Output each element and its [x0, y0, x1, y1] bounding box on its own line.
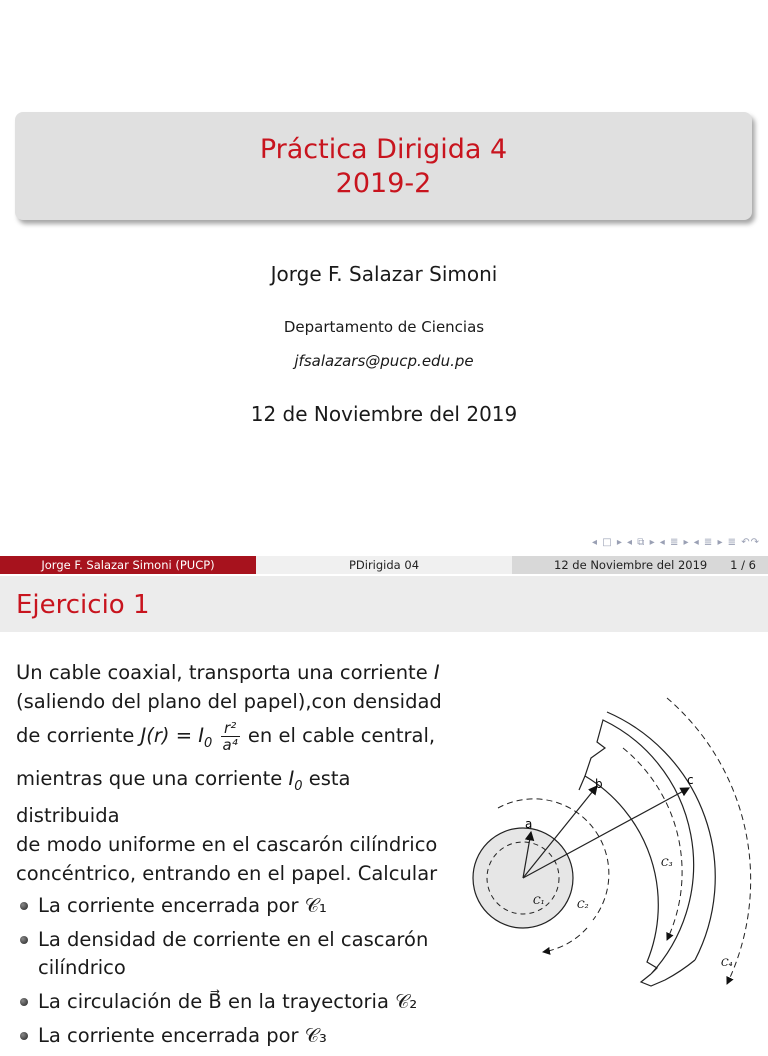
slide-title: Práctica Dirigida 4 [259, 134, 508, 165]
institute-name: Departamento de Ciencias [283, 318, 485, 336]
bullet-icon [20, 902, 28, 910]
outer-shell [585, 720, 694, 974]
statement-line: de modo uniforme en el cascarón cilíndrico [16, 832, 438, 856]
question-list [16, 892, 456, 1050]
label-c3: C₃ [661, 858, 673, 869]
statement-line: (saliendo del plano del papel),con densidad [16, 690, 442, 713]
slide-footer [0, 556, 768, 574]
bullet-icon [20, 1032, 28, 1040]
beamer-navigation-icons[interactable]: ◂ □ ▸ ◂ ⧉ ▸ ◂ ≣ ▸ ◂ ≣ ▸ ≣ ↶↷ [592, 537, 760, 548]
footer-author: Jorge F. Salazar Simoni (PUCP) [0, 556, 256, 574]
author-email: jfsalazars@pucp.edu.pe [294, 352, 474, 370]
frame-title-bar [0, 576, 768, 632]
author-name: Jorge F. Salazar Simoni [270, 262, 498, 286]
title-block [15, 112, 752, 220]
footer-date: 12 de Noviembre del 2019 [554, 558, 708, 572]
bullet-icon [20, 936, 28, 944]
label-c4: C₄ [721, 958, 733, 969]
exercise-statement [16, 658, 456, 1056]
footer-short-title: PDirigida 04 [256, 556, 512, 574]
label-c2: C₂ [577, 900, 589, 911]
list-item: La densidad de corriente en el cascarón cilíndrico [38, 926, 456, 982]
coaxial-cable-diagram [455, 690, 765, 1020]
footer-page-number: 1 / 6 [730, 558, 756, 572]
statement-line: de corriente $J(r) = I_0$ $\frac{\text{r²}}{\text{a⁴}}$ en el cable central, [16, 719, 436, 754]
list-item: La corriente encerrada por 𝒞₁ [38, 892, 456, 920]
slide-subtitle: 2019-2 [335, 168, 432, 199]
bullet-icon [20, 998, 28, 1006]
statement-line: concéntrico, entrando en el papel. Calcular [16, 861, 438, 885]
presentation-date: 12 de Noviembre del 2019 [250, 402, 518, 426]
label-c: c [687, 773, 694, 787]
frame-title: Ejercicio 1 [16, 590, 150, 620]
list-item: La circulación de B⃗ en la trayectoria 𝒞₂ [38, 988, 456, 1016]
label-b: b [595, 777, 603, 791]
footer-date-page [512, 556, 768, 574]
statement-line: mientras que una corriente $I_0$ esta distribuida [16, 766, 351, 827]
list-item: La corriente encerrada por 𝒞₃ [38, 1022, 456, 1050]
current-density-fraction: $\frac{\text{r²}}{\text{a⁴}}$ [222, 719, 238, 754]
statement-line: Un cable coaxial, transporta una corriente I [16, 661, 440, 684]
label-c1: C₁ [533, 896, 545, 907]
label-a: a [525, 817, 533, 831]
